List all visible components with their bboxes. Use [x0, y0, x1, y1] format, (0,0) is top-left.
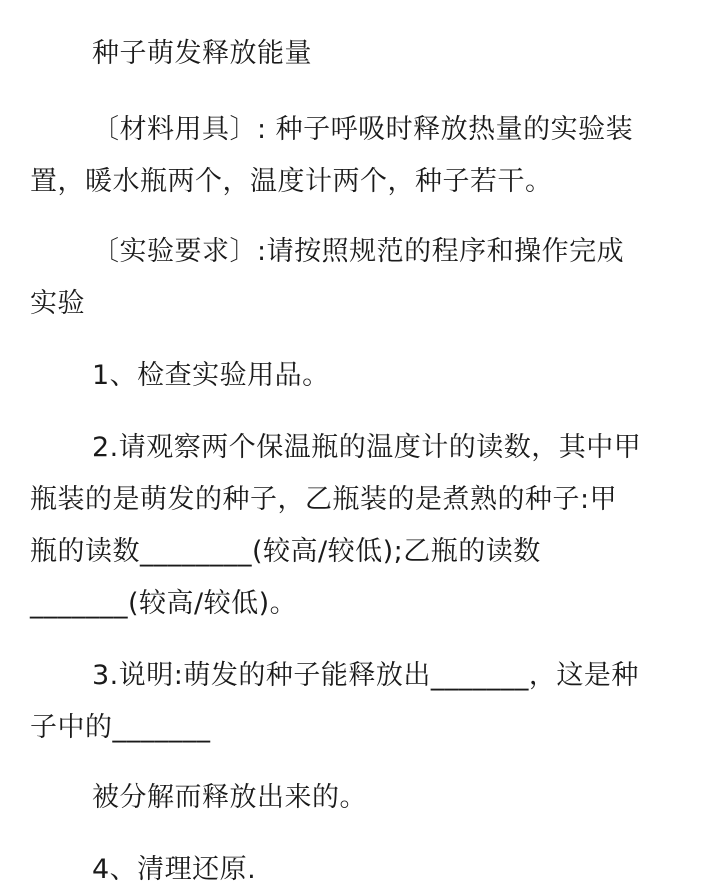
requirements-line-1: 〔实验要求〕:请按照规范的程序和操作完成 [92, 236, 625, 267]
step-3-line-1: 3.说明:萌发的种子能释放出_______，这是种 [92, 660, 639, 691]
step-2-line-1: 2.请观察两个保温瓶的温度计的读数，其中甲 [92, 432, 642, 463]
document-title: 种子萌发释放能量 [92, 38, 312, 69]
materials-line-1: 〔材料用具〕: 种子呼吸时释放热量的实验装 [92, 114, 634, 145]
step-1: 1、检查实验用品。 [92, 360, 330, 391]
step-4: 4、清理还原. [92, 854, 257, 885]
step-3-line-3: 被分解而释放出来的。 [92, 782, 367, 813]
requirements-line-2: 实验 [30, 288, 85, 319]
step-2-line-3: 瓶的读数________(较高/较低);乙瓶的读数 [30, 536, 541, 567]
materials-line-2: 置，暖水瓶两个，温度计两个，种子若干。 [30, 166, 553, 197]
step-2-line-2: 瓶装的是萌发的种子，乙瓶装的是煮熟的种子:甲 [30, 484, 618, 515]
step-2-line-4: _______(较高/较低)。 [30, 588, 298, 619]
step-3-line-2: 子中的_______ [30, 712, 211, 743]
